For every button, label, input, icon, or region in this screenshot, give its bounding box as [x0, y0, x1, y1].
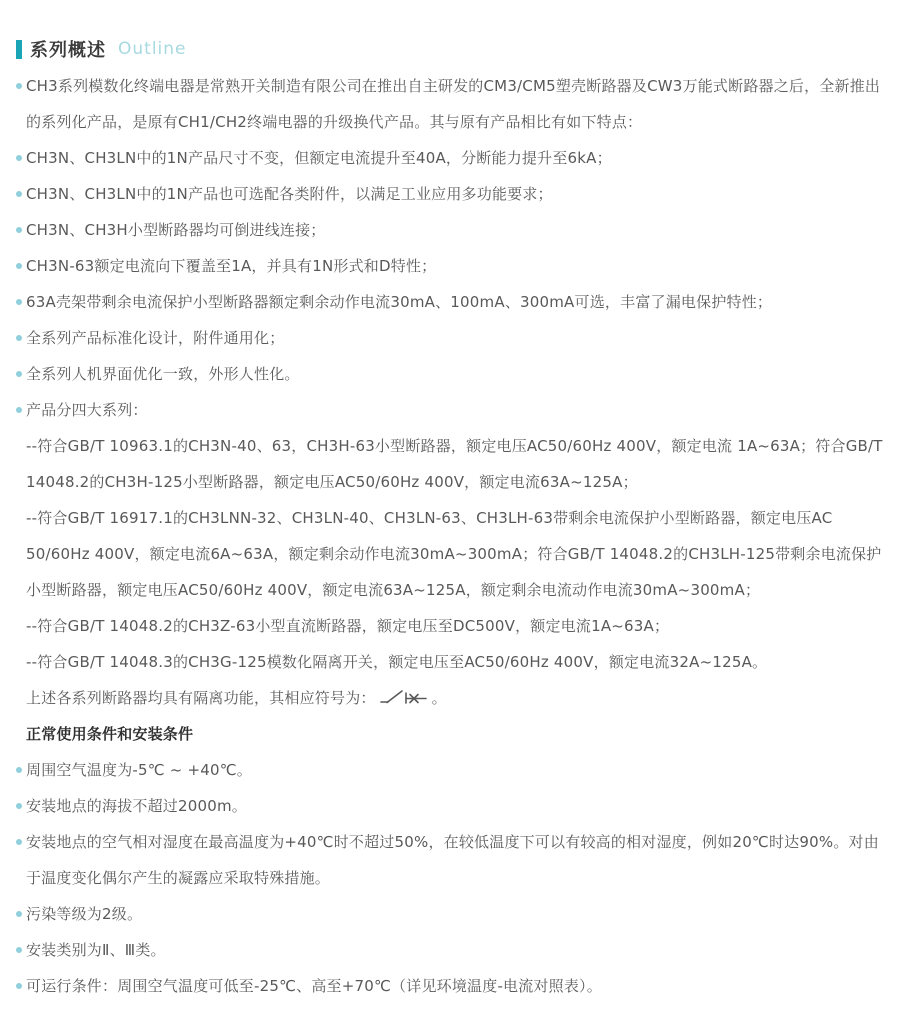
bullet-dot-icon	[16, 299, 22, 305]
paragraph-text: --符合GB/T 14048.2的CH3Z-63小型直流断路器，额定电压至DC500V，额定电流1A~63A；	[26, 617, 670, 635]
section-title-zh: 系列概述	[30, 40, 106, 61]
paragraph	[16, 500, 886, 608]
bullet-item	[16, 248, 886, 284]
bullet-item	[16, 896, 886, 932]
bullet-item	[16, 356, 886, 392]
bullet-dot-icon	[16, 191, 22, 197]
bullet-text: CH3N、CH3H小型断路器均可倒进线连接；	[26, 221, 326, 239]
bullet-text: 安装地点的空气相对湿度在最高温度为+40℃时不超过50%，在较低温度下可以有较高的相对湿度，例如20℃时达90%。对由于温度变化偶尔产生的凝露应采取特殊措施。	[26, 833, 879, 887]
bullet-dot-icon	[16, 947, 22, 953]
isolation-switch-symbol-icon	[380, 686, 428, 706]
bullet-text: 安装类别为Ⅱ、Ⅲ类。	[26, 941, 166, 959]
bullet-item	[16, 392, 886, 428]
bullet-dot-icon	[16, 911, 22, 917]
bullet-text: 污染等级为2级。	[26, 905, 143, 923]
bullet-dot-icon	[16, 803, 22, 809]
bullet-dot-icon	[16, 983, 22, 989]
bullet-item	[16, 284, 886, 320]
bullet-item	[16, 788, 886, 824]
bullet-dot-icon	[16, 83, 22, 89]
bullet-text: 周围空气温度为-5℃ ~ +40℃。	[26, 761, 253, 779]
bullet-item	[16, 212, 886, 248]
sub-heading-text: 正常使用条件和安装条件	[26, 725, 194, 743]
paragraph-text: --符合GB/T 16917.1的CH3LNN-32、CH3LN-40、CH3LN-63、CH3LH-63带剩余电流保护小型断路器，额定电压AC 50/60Hz 400V，额定电流6A~63A，额定剩余动作电流30mA~300mA；符合GB/T 14048.2的CH3LH-125带剩余电流保护小型断路器，额定电压AC50/60Hz 400V，额定电流63A~125A，额定剩余电流动作电流30mA~300mA；	[26, 509, 882, 599]
bullet-dot-icon	[16, 371, 22, 377]
bullet-text: 可运行条件：周围空气温度可低至-25℃、高至+70℃（详见环境温度-电流对照表）。	[26, 977, 602, 995]
symbol-line-text-after: 。	[431, 689, 447, 707]
paragraph	[16, 608, 886, 644]
bullet-dot-icon	[16, 407, 22, 413]
bullet-text: 产品分四大系列：	[26, 401, 148, 419]
paragraph	[16, 428, 886, 500]
bullet-item	[16, 824, 886, 896]
bullet-dot-icon	[16, 767, 22, 773]
bullet-item	[16, 176, 886, 212]
bullet-dot-icon	[16, 263, 22, 269]
section-header	[16, 36, 886, 62]
bullet-dot-icon	[16, 155, 22, 161]
sub-heading	[16, 716, 886, 752]
bullet-dot-icon	[16, 227, 22, 233]
bullet-item	[16, 68, 886, 140]
bullet-text: CH3N、CH3LN中的1N产品也可选配各类附件，以满足工业应用多功能要求；	[26, 185, 553, 203]
bullet-dot-icon	[16, 839, 22, 845]
bullet-item	[16, 140, 886, 176]
section-title-en: Outline	[118, 39, 187, 59]
symbol-line-text-before: 上述各系列断路器均具有隔离功能，其相应符号为：	[26, 689, 376, 707]
bullet-text: 全系列人机界面优化一致，外形人性化。	[26, 365, 300, 383]
content-list	[16, 68, 886, 1004]
paragraph	[16, 644, 886, 680]
bullet-text: 安装地点的海拔不超过2000m。	[26, 797, 247, 815]
accent-bar-icon	[16, 40, 22, 59]
bullet-text: CH3系列模数化终端电器是常熟开关制造有限公司在推出自主研发的CM3/CM5塑壳断路器及CW3万能式断路器之后，全新推出的系列化产品，是原有CH1/CH2终端电器的升级换代产品。其与原有产品相比有如下特点：	[26, 77, 881, 131]
bullet-text: 63A壳架带剩余电流保护小型断路器额定剩余动作电流30mA、100mA、300mA可选，丰富了漏电保护特性；	[26, 293, 773, 311]
bullet-text: CH3N-63额定电流向下覆盖至1A，并具有1N形式和D特性；	[26, 257, 437, 275]
bullet-item	[16, 932, 886, 968]
bullet-item	[16, 320, 886, 356]
paragraph-text: --符合GB/T 10963.1的CH3N-40、63，CH3H-63小型断路器，额定电压AC50/60Hz 400V，额定电流 1A~63A；符合GB/T 14048.2的CH3H-125小型断路器，额定电压AC50/60Hz 400V，额定电流63A~125A；	[26, 437, 883, 491]
bullet-text: CH3N、CH3LN中的1N产品尺寸不变，但额定电流提升至40A，分断能力提升至6kA；	[26, 149, 612, 167]
bullet-item	[16, 968, 886, 1004]
bullet-dot-icon	[16, 335, 22, 341]
symbol-line	[16, 680, 886, 716]
paragraph-text: --符合GB/T 14048.3的CH3G-125模数化隔离开关，额定电压至AC50/60Hz 400V，额定电流32A~125A。	[26, 653, 768, 671]
bullet-text: 全系列产品标准化设计，附件通用化；	[26, 329, 285, 347]
bullet-item	[16, 752, 886, 788]
